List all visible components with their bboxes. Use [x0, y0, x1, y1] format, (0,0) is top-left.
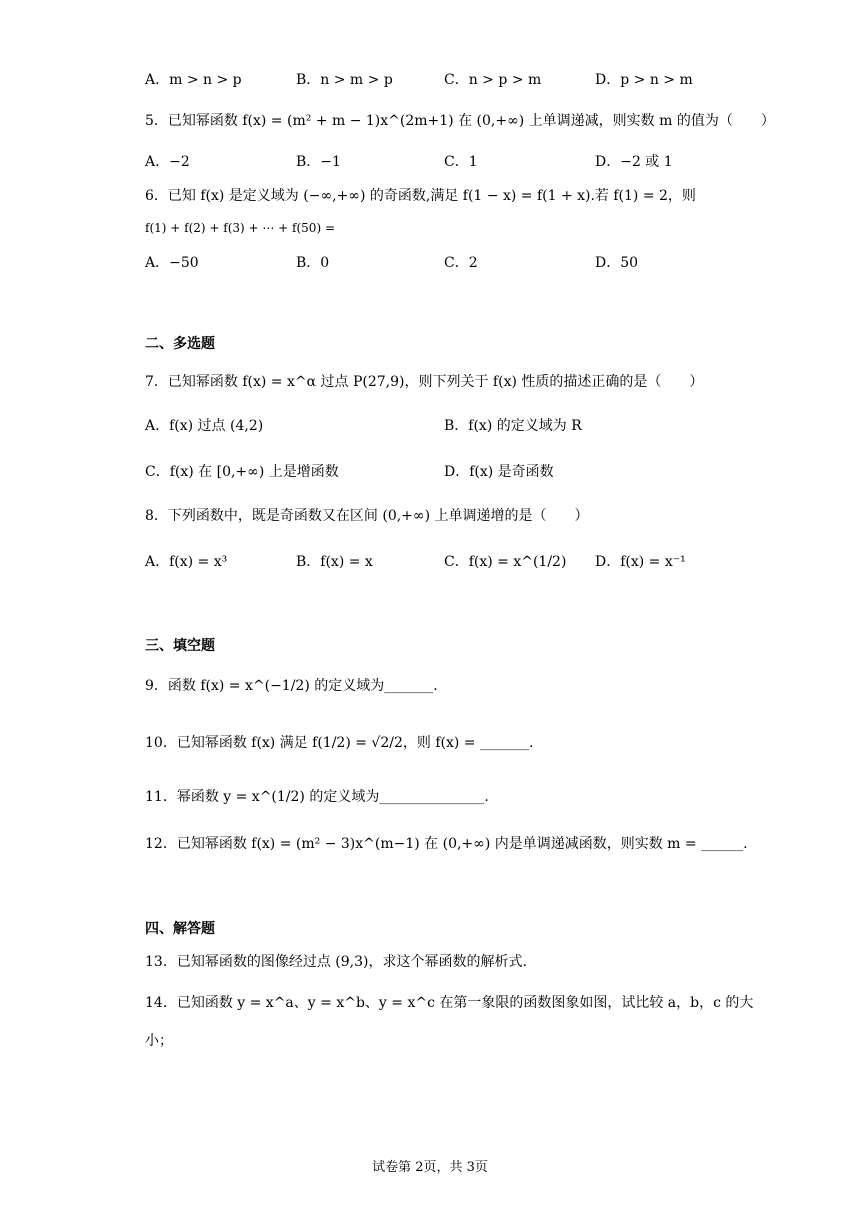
- q6-option-b: B．0: [296, 255, 330, 271]
- q4-option-a: A．m > n > p: [145, 72, 242, 88]
- q5-option-c: C．1: [444, 154, 478, 170]
- q7-option-c: C．f(x) 在 [0,+∞) 上是增函数: [145, 464, 339, 480]
- q8-option-c: C．f(x) = x^(1/2): [444, 554, 567, 570]
- section-heading-multiple-choice: 二、多选题: [145, 336, 215, 352]
- q6-stem-line1: 6．已知 f(x) 是定义域为 (−∞,+∞) 的奇函数,满足 f(1 − x) = f(1 + x).若 f(1) = 2，则: [145, 188, 696, 204]
- q10: 10．已知幂函数 f(x) 满足 f(1/2) = √2/2，则 f(x) = _______.: [145, 735, 534, 751]
- q4-option-c: C．n > p > m: [444, 72, 542, 88]
- q6-option-a: A．−50: [145, 255, 199, 271]
- q8-stem: 8．下列函数中，既是奇函数又在区间 (0,+∞) 上单调递增的是（ ）: [145, 508, 589, 524]
- q14-line1: 14．已知函数 y = x^a、y = x^b、y = x^c 在第一象限的函数图象如图，试比较 a，b，c 的大: [145, 995, 754, 1011]
- q7-option-d: D．f(x) 是奇函数: [444, 464, 554, 480]
- q7-option-b: B．f(x) 的定义域为 R: [444, 418, 582, 434]
- section-heading-fill-in: 三、填空题: [145, 638, 215, 654]
- page-footer: 试卷第 2页，共 3页: [372, 1160, 488, 1175]
- section-heading-answer: 四、解答题: [145, 921, 215, 937]
- q5-option-d: D．−2 或 1: [595, 154, 673, 170]
- q5-option-b: B．−1: [296, 154, 341, 170]
- q8-option-b: B．f(x) = x: [296, 554, 373, 570]
- q8-option-a: A．f(x) = x³: [145, 554, 228, 570]
- q6-stem-line2: f(1) + f(2) + f(3) + ⋯ + f(50) =: [145, 221, 335, 235]
- q13: 13．已知幂函数的图像经过点 (9,3)，求这个幂函数的解析式.: [145, 954, 527, 970]
- q5-stem: 5．已知幂函数 f(x) = (m² + m − 1)x^(2m+1) 在 (0,+∞) 上单调递减，则实数 m 的值为（ ）: [145, 113, 775, 129]
- q8-option-d: D．f(x) = x⁻¹: [595, 554, 686, 570]
- q6-option-c: C．2: [444, 255, 478, 271]
- q7-option-a: A．f(x) 过点 (4,2): [145, 418, 264, 434]
- q9: 9．函数 f(x) = x^(−1/2) 的定义域为_______.: [145, 678, 438, 694]
- q7-stem: 7．已知幂函数 f(x) = x^α 过点 P(27,9)，则下列关于 f(x) 性质的描述正确的是（ ）: [145, 374, 704, 390]
- q11: 11．幂函数 y = x^(1/2) 的定义域为_______________.: [145, 789, 489, 805]
- q5-option-a: A．−2: [145, 154, 190, 170]
- q4-option-d: D．p > n > m: [595, 72, 693, 88]
- q6-option-d: D．50: [595, 255, 639, 271]
- q12: 12．已知幂函数 f(x) = (m² − 3)x^(m−1) 在 (0,+∞) 内是单调递减函数，则实数 m = ______.: [145, 836, 748, 852]
- q4-option-b: B．n > m > p: [296, 72, 393, 88]
- q14-line2: 小；: [145, 1033, 173, 1049]
